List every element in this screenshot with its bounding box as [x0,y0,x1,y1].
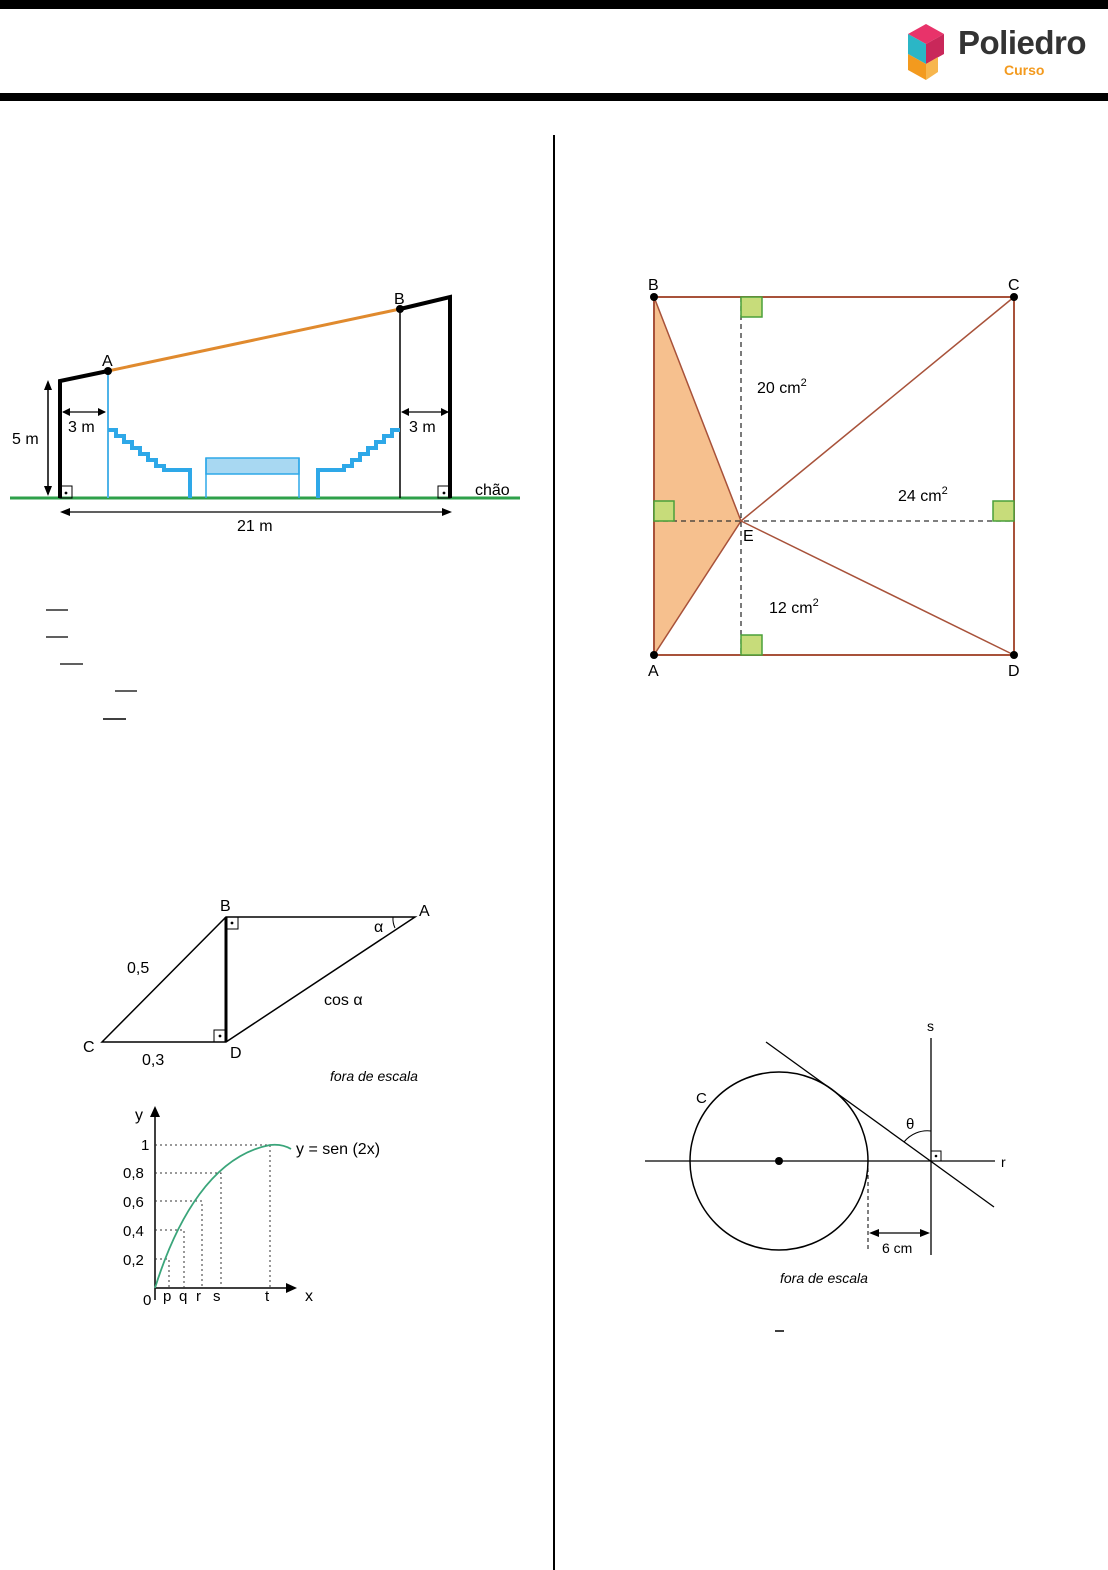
height-label: 5 m [12,431,39,448]
vertex-d-label: D [230,1045,242,1062]
vertex-b-label: B [220,898,231,915]
theta-label: θ [906,1116,915,1133]
svg-text:20 cm2 [757,377,807,397]
x-axis-label: x [305,1288,313,1305]
stadium-figure [0,280,540,550]
column-divider [553,135,555,1570]
side-da-label: cos α [324,992,363,1009]
curve-label: y = sen (2x) [296,1141,381,1158]
svg-text:12 cm2 [769,597,819,617]
scale-note: fora de escala [780,1270,868,1286]
area-bottom-exponent: 2 [812,597,819,609]
point-b-label: B [394,291,405,308]
area-bottom-label: 12 cm [769,600,813,617]
header-rule [0,93,1108,101]
brand-name: Poliedro [958,24,1087,61]
area-right-exponent: 2 [941,485,948,497]
vertex-a-label: A [648,663,659,680]
y-tick-1: 1 [141,1137,150,1154]
fraction-dash [774,1328,786,1334]
width-label: 21 m [237,518,273,535]
area-right-label: 24 cm [898,488,942,505]
line-r-label: r [1001,1154,1006,1170]
vertex-b-label: B [648,277,659,294]
area-top-label: 20 cm [757,380,801,397]
x-tick-0: 0 [143,1292,152,1309]
x-tick-r: r [196,1288,201,1305]
option-fraction-bars [40,600,150,730]
right-gap-label: 3 m [409,419,436,436]
circle-label: C [696,1090,707,1107]
circle-figure [640,1010,1020,1295]
side-cd-label: 0,3 [142,1052,165,1069]
y-tick-0-4: 0,4 [123,1223,144,1240]
cube-logo-icon [904,20,950,84]
left-gap-label: 3 m [68,419,95,436]
top-rule [0,0,1108,9]
svg-text:24 cm2 [898,485,948,505]
point-a-label: A [102,353,113,370]
vertex-d-label: D [1008,663,1020,680]
line-s-label: s [927,1018,934,1034]
brand-subtitle: Curso [1004,62,1045,78]
sine-graph [115,1100,381,1310]
x-tick-s: s [213,1288,221,1305]
vertex-c-label: C [1008,277,1020,294]
vertex-c-label: C [83,1039,95,1056]
y-axis-label: y [135,1107,143,1124]
point-e-label: E [743,528,754,545]
alpha-label: α [374,919,384,936]
distance-label: 6 cm [882,1240,913,1256]
y-tick-0-8: 0,8 [123,1165,144,1182]
x-tick-p: p [163,1288,172,1305]
x-tick-q: q [179,1288,188,1305]
floor-label: chão [475,482,510,499]
scale-note: fora de escala [330,1068,418,1084]
vertex-a-label: A [419,903,430,920]
x-tick-t: t [265,1288,270,1305]
brand-logo [904,20,1104,84]
quadrilateral-figure [75,890,455,1090]
y-tick-0-6: 0,6 [123,1194,144,1211]
side-cb-label: 0,5 [127,960,150,977]
y-tick-0-2: 0,2 [123,1252,144,1269]
area-top-exponent: 2 [800,377,807,389]
square-figure [640,272,1040,682]
